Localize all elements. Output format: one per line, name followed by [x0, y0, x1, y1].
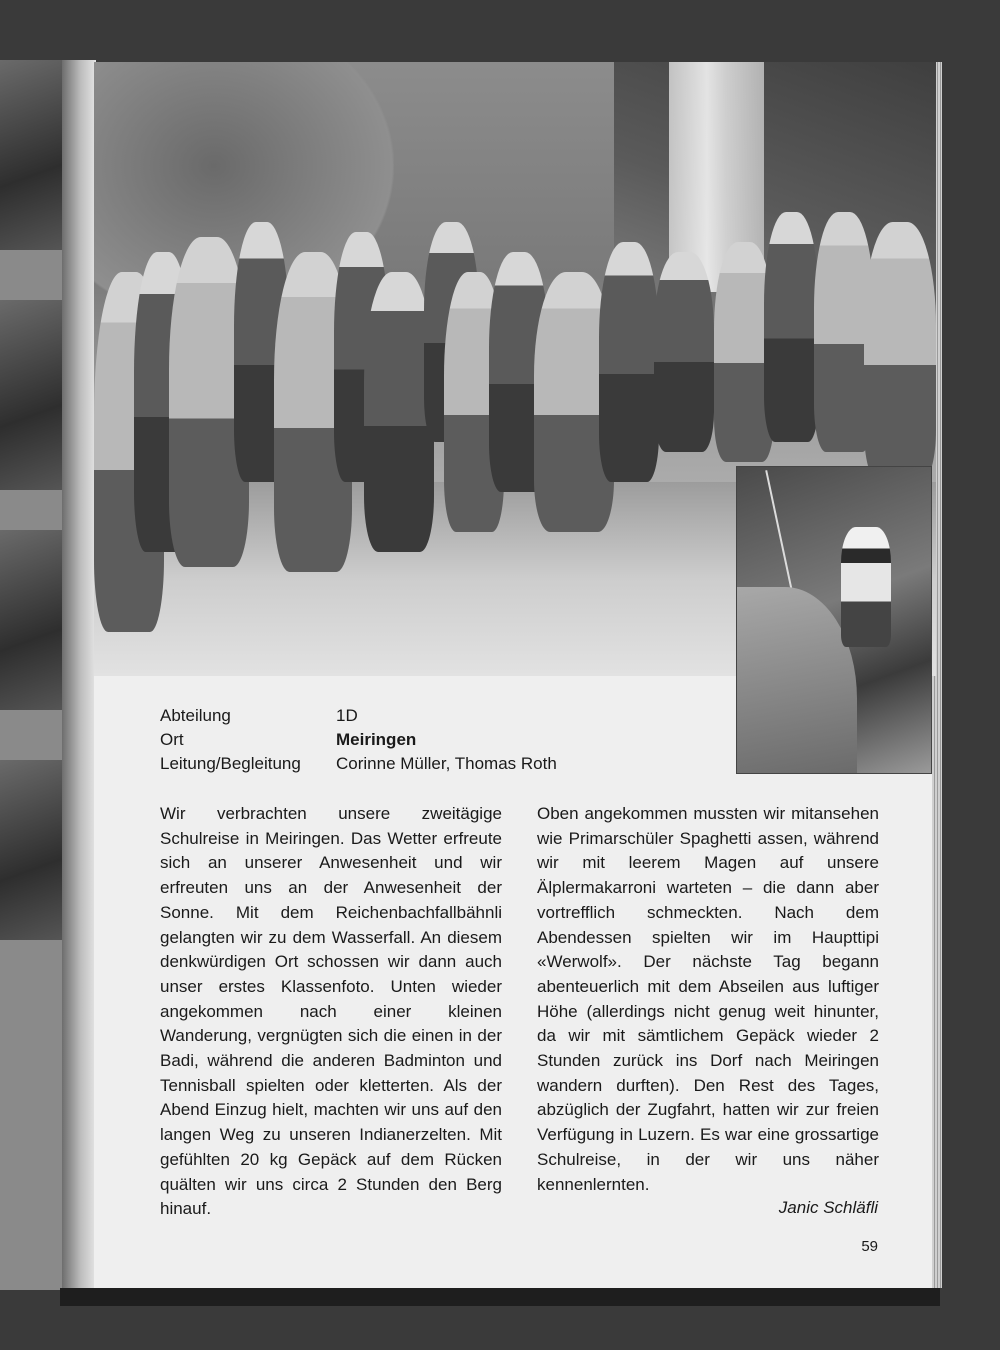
climbing-photo	[736, 466, 932, 774]
info-block	[160, 704, 557, 776]
leaders-value: Corinne Müller, Thomas Roth	[336, 754, 557, 773]
article-column-2: Oben angekommen mussten wir mitansehen wie Primarschüler Spaghetti assen, während wir mit leerem Magen auf unsere Älplermakarroni warteten – die dann aber vortrefflich schmeckten. Nach dem Abendessen spielten wir im Haupttipi «Werwolf». Der nächste Tag begann abenteuerlich mit dem Abseilen aus luftiger Höhe (allerdings nicht genug weit hinunter, da wir mit sämtlichem Gepäck wieder 2 Stunden zurück ins Dorf nach Meiringen wandern durften). Den Rest des Tages, abzüglich der Zugfahrt, hatten wir zur freien Verfügung in Luzern. Es war eine grossartige Schulreise, in der wir uns näher kennenlernten.	[537, 804, 879, 1194]
scan-shadow	[60, 1288, 940, 1306]
info-row-place	[160, 728, 557, 752]
adjacent-photo	[0, 530, 62, 710]
place-value: Meiringen	[336, 730, 417, 749]
adjacent-photo	[0, 760, 62, 940]
book-gutter	[62, 60, 96, 1290]
leaders-label: Leitung/Begleitung	[160, 754, 301, 773]
info-row-department	[160, 704, 557, 728]
department-value: 1D	[336, 706, 358, 725]
page-number: 59	[861, 1238, 878, 1255]
place-label: Ort	[160, 730, 184, 749]
department-label: Abteilung	[160, 706, 231, 725]
climber	[841, 527, 891, 647]
article-column-1: Wir verbrachten unsere zweitägige Schulreise in Meiringen. Das Wetter erfreute sich an unserer Anwesenheit und wir erfreuten uns an der Anwesenheit der Sonne. Mit dem Reichenbachfallbähnli gelangten wir zu dem Wasserfall. An diesem denkwürdigen Ort schossen wir dann auch unser erstes Klassenfoto. Unten wieder angekommen nach einer kleinen Wanderung, vergnügten sich die einen in der Badi, während die anderen Badminton und Tennisball spielten oder kletterten. Als der Abend Einzug hielt, machten wir uns auf den langen Weg zu unseren Indianerzelten. Mit gefühlten 20 kg Gepäck auf dem Rücken quälten wir uns circa 2 Stunden den Berg hinauf.	[160, 804, 502, 1219]
info-row-leaders	[160, 752, 557, 776]
adjacent-photo	[0, 60, 62, 250]
adjacent-page	[0, 60, 70, 1290]
author: Janic Schläfli	[778, 1198, 878, 1217]
adjacent-photo	[0, 300, 62, 490]
